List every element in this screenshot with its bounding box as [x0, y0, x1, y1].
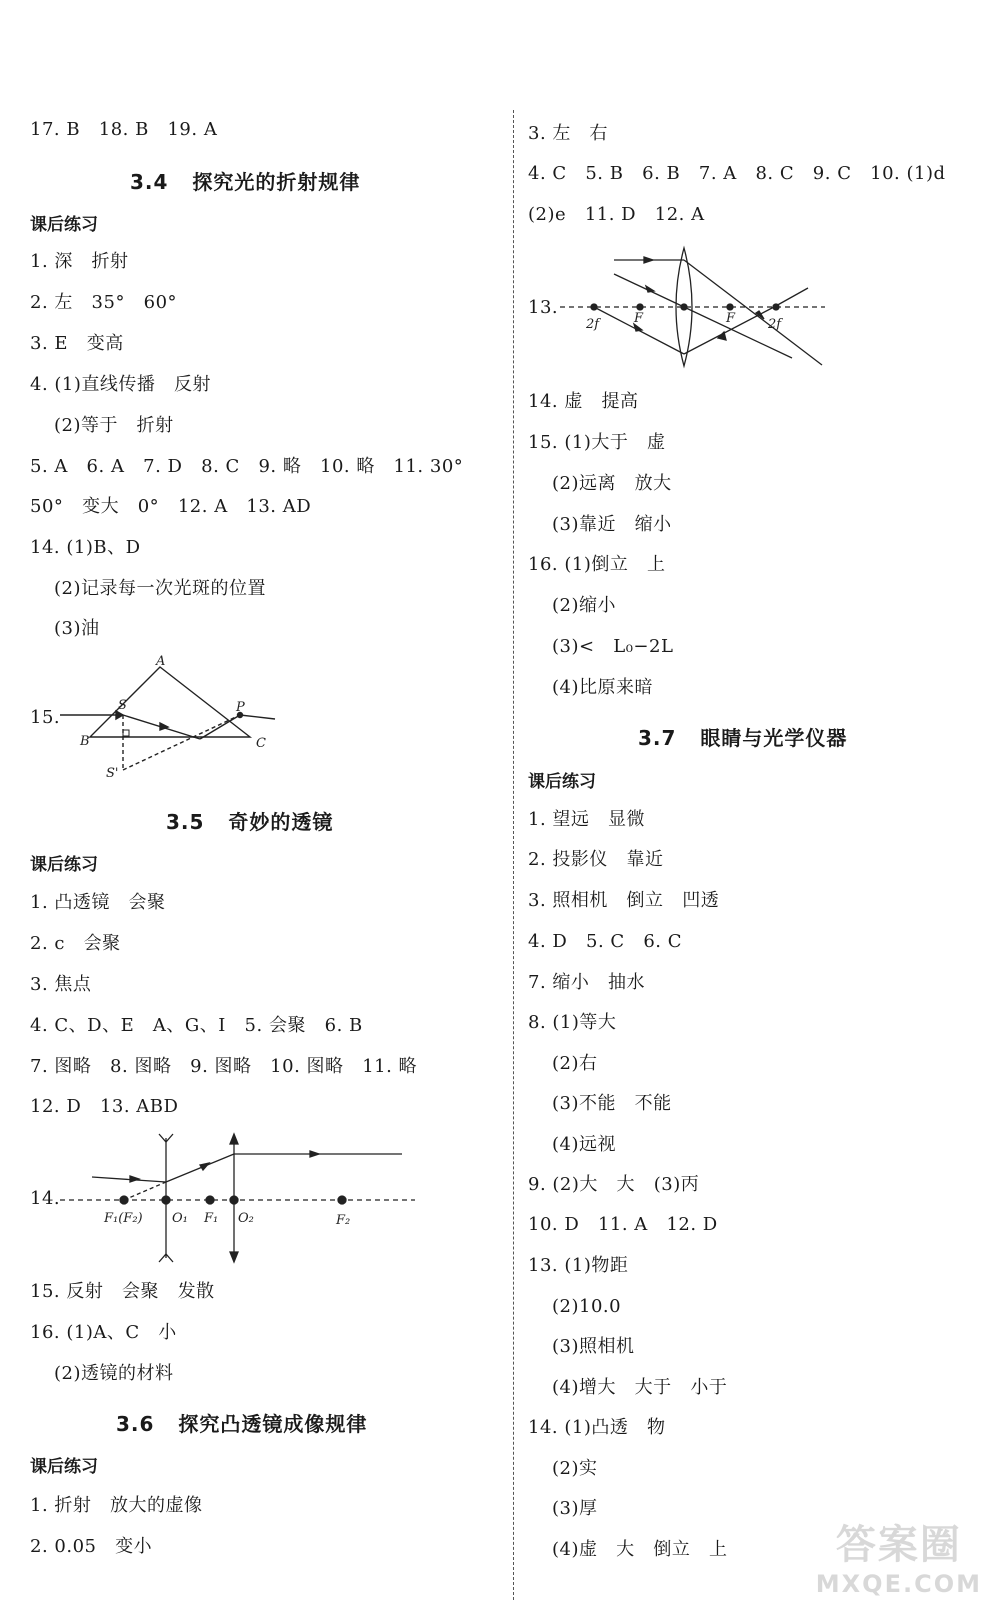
label-P: P	[236, 700, 245, 715]
answer-line: 3. 照相机 倒立 凹透	[528, 890, 720, 911]
answer-line: (3)靠近 缩小	[552, 514, 672, 535]
answer-line: 17. B 18. B 19. A	[30, 119, 218, 140]
answer-line: 15. (1)大于 虚	[528, 432, 666, 453]
answer-line: 3. E 变高	[30, 333, 124, 354]
section-heading-3-4: 3.4 探究光的折射规律	[130, 170, 361, 194]
answer-line: (3)照相机	[552, 1336, 635, 1357]
subheading-exercises: 课后练习	[528, 772, 596, 792]
answer-line: (2)远离 放大	[552, 473, 672, 494]
answer-line: 4. D 5. C 6. C	[528, 931, 682, 952]
answer-line: 1. 望远 显微	[528, 809, 646, 830]
answer-line: 2. 左 35° 60°	[30, 292, 178, 313]
answer-line: 9. (2)大 大 (3)丙	[528, 1174, 700, 1195]
answer-line: 15.	[30, 707, 61, 728]
section-heading-3-7: 3.7 眼睛与光学仪器	[638, 726, 848, 750]
answer-line: 5. A 6. A 7. D 8. C 9. 略 10. 略 11. 30°	[30, 456, 464, 477]
answer-line: 4. C 5. B 6. B 7. A 8. C 9. C 10. (1)d	[528, 163, 946, 184]
answer-line: (3)< L₀−2L	[552, 636, 674, 657]
answer-line: 10. D 11. A 12. D	[528, 1214, 718, 1235]
answer-line: 50° 变大 0° 12. A 13. AD	[30, 496, 312, 517]
answer-line: 15. 反射 会聚 发散	[30, 1281, 215, 1302]
label-B: B	[80, 734, 90, 749]
watermark-url: MXQE.COM	[815, 1570, 982, 1598]
label-left-F: F	[634, 311, 644, 326]
label-S-prime: S'	[106, 766, 119, 781]
answer-line: (2)10.0	[552, 1296, 622, 1317]
answer-line: (2)实	[552, 1458, 598, 1479]
answer-line: (2)右	[552, 1053, 598, 1074]
answer-line: (3)油	[54, 618, 100, 639]
answer-line: (4)远视	[552, 1134, 616, 1155]
answer-line: 14. (1)凸透 物	[528, 1417, 666, 1438]
label-C: C	[256, 736, 266, 751]
answer-line: 1. 深 折射	[30, 251, 129, 272]
label-left-2f: 2f	[586, 317, 600, 332]
label-S: S	[118, 698, 127, 713]
answer-line: 13. (1)物距	[528, 1255, 629, 1276]
subheading-exercises: 课后练习	[30, 855, 98, 875]
answer-line: 12. D 13. ABD	[30, 1096, 179, 1117]
watermark	[816, 1513, 982, 1598]
answer-line: 2. 投影仪 靠近	[528, 849, 664, 870]
label-O2: O₂	[238, 1211, 254, 1226]
answer-line: (4)比原来暗	[552, 677, 653, 698]
answer-line: 7. 缩小 抽水	[528, 972, 646, 993]
subheading-exercises: 课后练习	[30, 1457, 98, 1477]
answer-line: 4. (1)直线传播 反射	[30, 374, 212, 395]
answer-line: 7. 图略 8. 图略 9. 图略 10. 图略 11. 略	[30, 1056, 418, 1077]
answer-line: 14. (1)B、D	[30, 537, 141, 558]
answer-line: 1. 凸透镜 会聚	[30, 892, 166, 913]
section-heading-3-5: 3.5 奇妙的透镜	[166, 810, 334, 834]
answer-line: 2. 0.05 变小	[30, 1536, 153, 1557]
answer-line: 1. 折射 放大的虚像	[30, 1495, 203, 1516]
answer-line: 3. 焦点	[30, 974, 92, 995]
answer-line: (4)增大 大于 小于	[552, 1377, 728, 1398]
answer-line: 16. (1)倒立 上	[528, 554, 666, 575]
convex-lens-figure	[560, 240, 830, 375]
answer-line: (2)记录每一次光斑的位置	[54, 578, 266, 599]
answer-line: (2)e 11. D 12. A	[528, 204, 705, 225]
answer-line: 8. (1)等大	[528, 1012, 617, 1033]
answer-line: (3)不能 不能	[552, 1093, 672, 1114]
column-divider	[513, 110, 514, 1600]
watermark-logo: 答案圈	[835, 1522, 962, 1568]
answer-line: 13.	[528, 297, 559, 318]
label-F2: F₂	[336, 1213, 351, 1228]
label-O1: O₁	[172, 1211, 188, 1226]
answer-line: (2)等于 折射	[54, 415, 174, 436]
answer-line: (2)透镜的材料	[54, 1363, 174, 1384]
answer-line: (4)虚 大 倒立 上	[552, 1539, 728, 1560]
answer-line: 2. c 会聚	[30, 933, 121, 954]
label-F1: F₁	[204, 1211, 219, 1226]
answer-line: (2)缩小	[552, 595, 616, 616]
lens-combination-figure	[60, 1130, 420, 1265]
label-right-2f: 2f	[768, 317, 782, 332]
answer-line: 14. 虚 提高	[528, 391, 639, 412]
prism-refraction-figure	[60, 655, 290, 785]
label-F1F2: F₁(F₂)	[104, 1211, 143, 1226]
answer-line: 4. C、D、E A、G、I 5. 会聚 6. B	[30, 1015, 363, 1036]
subheading-exercises: 课后练习	[30, 215, 98, 235]
answer-line: (3)厚	[552, 1498, 598, 1519]
answer-line: 3. 左 右	[528, 123, 609, 144]
label-right-F: F	[726, 311, 736, 326]
answer-line: 16. (1)A、C 小	[30, 1322, 177, 1343]
answer-line: 14.	[30, 1188, 61, 1209]
label-A: A	[156, 655, 166, 669]
section-heading-3-6: 3.6 探究凸透镜成像规律	[116, 1412, 368, 1436]
